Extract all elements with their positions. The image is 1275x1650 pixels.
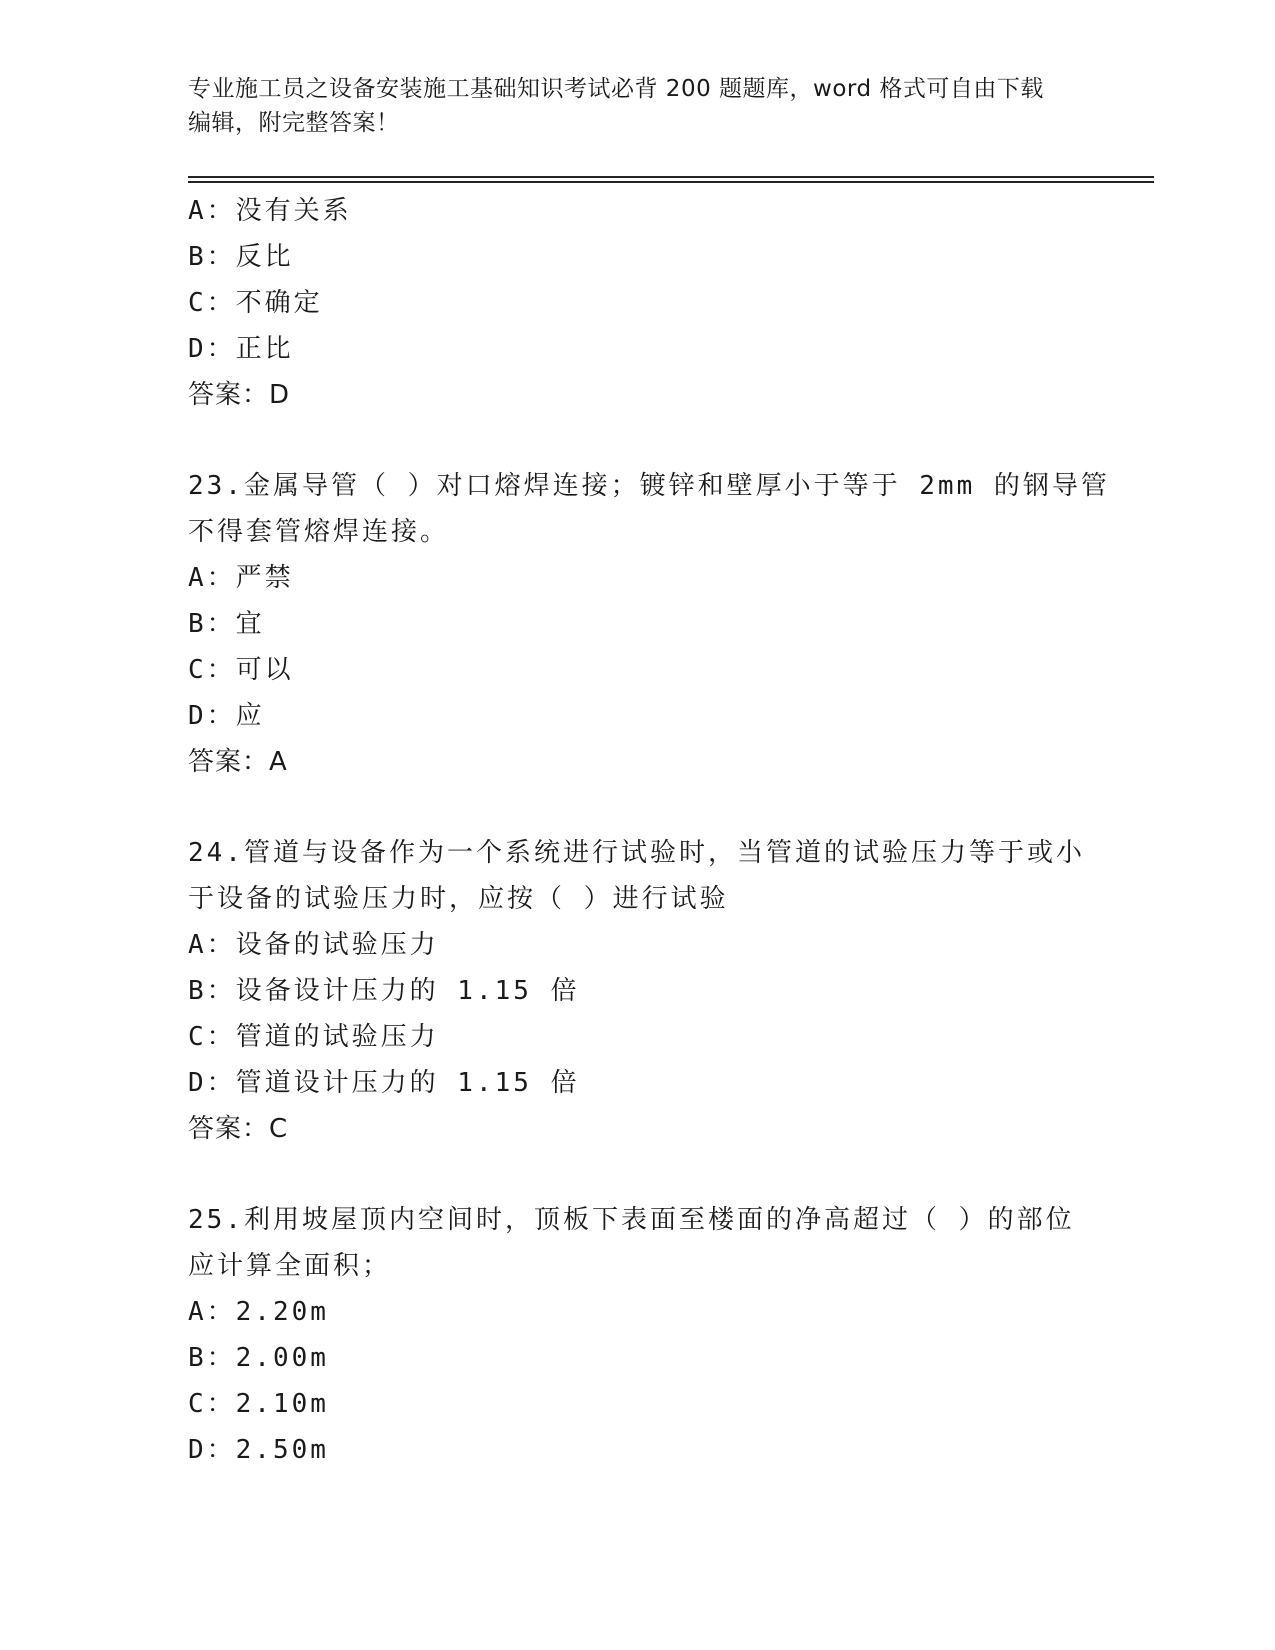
question-stem-line-1: 25.利用坡屋顶内空间时，顶板下表面至楼面的净高超过（ ）的部位	[188, 1205, 1075, 1235]
option-c: C：可以	[188, 655, 294, 685]
option-a: A：严禁	[188, 563, 294, 593]
option-d: D：2.50m	[188, 1435, 329, 1465]
question-stem-line-2: 不得套管熔焊连接。	[188, 517, 450, 547]
question-24	[188, 830, 1088, 1152]
option-a: A：2.20m	[188, 1297, 329, 1327]
question-23	[188, 463, 1110, 785]
question-list	[188, 188, 1110, 1473]
answer-line: 答案：D	[188, 380, 291, 410]
option-c: C：不确定	[188, 288, 323, 318]
answer-line: 答案：C	[188, 1114, 289, 1144]
option-a: A：设备的试验压力	[188, 930, 439, 960]
question-stem-line-1: 24.管道与设备作为一个系统进行试验时，当管道的试验压力等于或小	[188, 838, 1085, 868]
option-b: B：宜	[188, 609, 265, 639]
header-title-line-1: 专业施工员之设备安装施工基础知识考试必背 200 题题库，word 格式可自由下载	[188, 76, 1044, 102]
question-25	[188, 1197, 1088, 1473]
question-stem-line-2: 于设备的试验压力时，应按（ ）进行试验	[188, 884, 729, 914]
option-d: D：正比	[188, 334, 294, 364]
question-stem-line-1: 23.金属导管（ ）对口熔焊连接；镀锌和壁厚小于等于 2mm 的钢导管	[188, 471, 1110, 501]
document-header	[188, 72, 1088, 140]
question-22-continued	[188, 188, 1088, 418]
option-b: B：设备设计压力的 1.15 倍	[188, 976, 580, 1006]
option-b: B：2.00m	[188, 1343, 329, 1373]
header-title-line-2: 编辑，附完整答案！	[188, 110, 400, 136]
header-divider-top	[188, 176, 1154, 178]
header-divider-bottom	[188, 181, 1154, 183]
question-stem-line-2: 应计算全面积；	[188, 1251, 392, 1281]
option-c: C：管道的试验压力	[188, 1022, 439, 1052]
option-d: D：管道设计压力的 1.15 倍	[188, 1068, 580, 1098]
option-c: C：2.10m	[188, 1389, 329, 1419]
answer-line: 答案：A	[188, 747, 288, 777]
option-b: B：反比	[188, 242, 294, 272]
option-d: D：应	[188, 701, 265, 731]
option-a: A：没有关系	[188, 196, 352, 226]
